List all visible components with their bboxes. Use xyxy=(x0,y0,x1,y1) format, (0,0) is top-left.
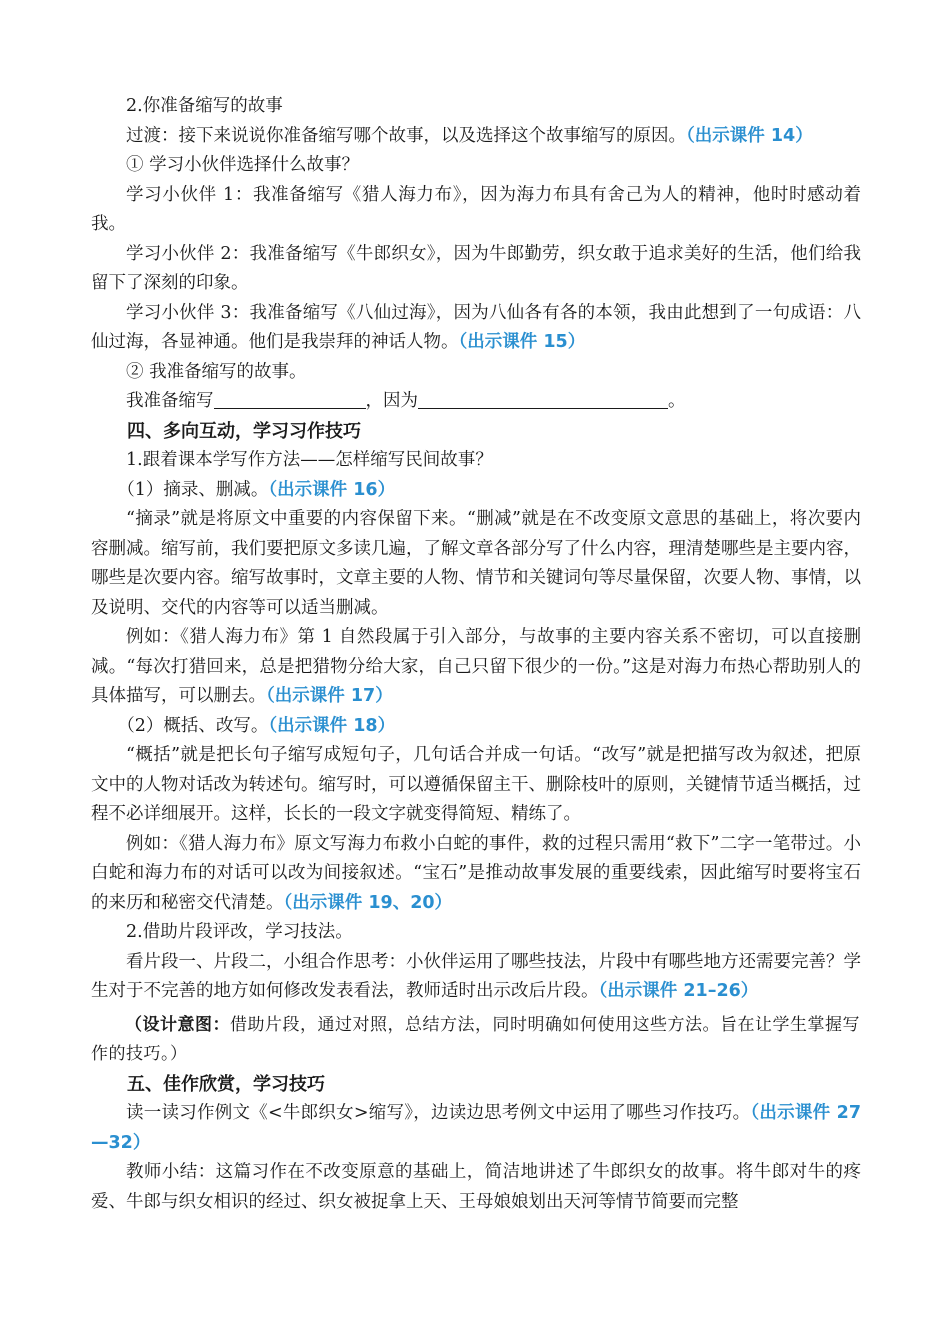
courseware-ref: （出示课件 21–26） xyxy=(598,981,759,1001)
partner-1-paragraph: 学习小伙伴 1：我准备缩写《猎人海力布》，因为海力布具有舍己为人的精神，他时时感动着我。 xyxy=(91,184,861,234)
sub-1-paragraph: “摘录”就是将原文中重要的内容保留下来。“删减”就是在不改变原文意思的基础上，将次要内容删减。缩写前，我们要把原文多读几遍，了解文章各部分写了什么内容，理清楚哪些是主要内容，哪些是次要内容。缩写故事时，文章主要的人物、情节和关键词句等尽量保留，次要人物、事情，以及说明、交代的内容等可以适当删减。 xyxy=(91,509,861,618)
sub-2-example xyxy=(91,830,861,919)
sub-2-label: （2）概括、改写。 xyxy=(117,715,269,736)
partner-3-text: 学习小伙伴 3：我准备缩写《八仙过海》，因为八仙各有各的本领，我由此想到了一句成语：八仙过海，各显神通。他们是我崇拜的神话人物。 xyxy=(91,302,861,352)
fill-label-b: ，因为 xyxy=(365,391,418,411)
courseware-ref: （出示课件 27—32） xyxy=(91,1103,861,1153)
design-intent xyxy=(91,1011,861,1070)
item-1: 1.跟着课本学写作方法——怎样缩写民间故事？ xyxy=(126,450,493,470)
story-heading: 2.你准备缩写的故事 xyxy=(126,96,283,116)
teacher-summary: 教师小结：这篇习作在不改变原意的基础上，简洁地讲述了牛郎织女的故事。将牛郎对牛的疼爱、牛郎与织女相识的经过、织女被捉拿上天、王母娘娘划出天河等情节简要而完整 xyxy=(91,1162,861,1212)
blank-story xyxy=(214,390,366,409)
question-2: ② 我准备缩写的故事。 xyxy=(126,361,307,382)
transition-paragraph xyxy=(91,122,861,152)
courseware-ref: （出示课件 19、20） xyxy=(283,892,453,913)
question-1: ① 学习小伙伴选择什么故事？ xyxy=(126,155,360,175)
item-2: 2.借助片段评改，学习技法。 xyxy=(126,922,353,942)
partner-2-paragraph: 学习小伙伴 2：我准备缩写《牛郎织女》，因为牛郎勤劳，织女敢于追求美好的生活，他们给我留下了深刻的印象。 xyxy=(91,243,861,293)
courseware-ref: （出示课件 18） xyxy=(268,715,396,736)
blank-reason xyxy=(418,390,668,409)
sub-1-example-text: 例如：《猎人海力布》第 1 自然段属于引入部分，与故事的主要内容关系不密切，可以直接删减。“每次打猎回来，总是把猎物分给大家，自己只留下很少的一份。”这是对海力布热心帮助别人的具体描写，可以删去。 xyxy=(91,627,861,706)
fill-in-line xyxy=(91,387,861,417)
document-body xyxy=(91,92,861,1217)
item-2-text: 看片段一、片段二，小组合作思考：小伙伴运用了哪些技法，片段中有哪些地方还需要完善？学生对于不完善的地方如何修改发表看法，教师适时出示改后片段。 xyxy=(91,951,861,1001)
sub-2-example-text: 例如：《猎人海力布》原文写海力布救小白蛇的事件，救的过程只需用“救下”二字一笔带过。小白蛇和海力布的对话可以改为间接叙述。“宝石”是推动故事发展的重要线索，因此缩写时要将宝石的来历和秘密交代清楚。 xyxy=(91,833,861,913)
design-intent-label: （设计意图： xyxy=(125,1014,230,1035)
transition-text: 过渡：接下来说说你准备缩写哪个故事，以及选择这个故事缩写的原因。 xyxy=(126,125,686,146)
sub-2-paragraph: “概括”就是把长句子缩写成短句子，几句话合并成一句话。“改写”就是把描写改为叙述，把原文中的人物对话改为转述句。缩写时，可以遵循保留主干、删除枝叶的原则，关键情节适当概括，过程不必详细展开。这样，长长的一段文字就变得简短、精练了。 xyxy=(91,745,861,824)
sub-1-example xyxy=(91,623,861,712)
courseware-ref: （出示课件 16） xyxy=(268,479,396,500)
sub-1-heading xyxy=(91,476,861,506)
item-2-paragraph xyxy=(91,948,861,1007)
reading-text: 读一读习作例文《<牛郎织女>缩写》，边读边思考例文中运用了哪些习作技巧。 xyxy=(126,1103,751,1123)
courseware-ref: （出示课件 15） xyxy=(458,332,586,352)
courseware-ref: （出示课件 17） xyxy=(266,686,393,706)
fill-label-c: 。 xyxy=(668,391,686,411)
fill-label-a: 我准备缩写 xyxy=(126,391,214,411)
partner-3-paragraph xyxy=(91,299,861,358)
design-intent-text: 借助片段，通过对照，总结方法，同时明确如何使用这些方法。旨在让学生掌握写作的技巧。） xyxy=(91,1014,860,1064)
sub-1-label: （1）摘录、删减。 xyxy=(117,479,269,500)
courseware-ref: （出示课件 14） xyxy=(686,125,813,146)
section-4-title: 四、多向互动，学习习作技巧 xyxy=(127,420,361,442)
section-5-title: 五、佳作欣赏，学习技巧 xyxy=(127,1073,325,1095)
sub-2-heading xyxy=(91,712,861,742)
reading-paragraph xyxy=(91,1099,861,1158)
